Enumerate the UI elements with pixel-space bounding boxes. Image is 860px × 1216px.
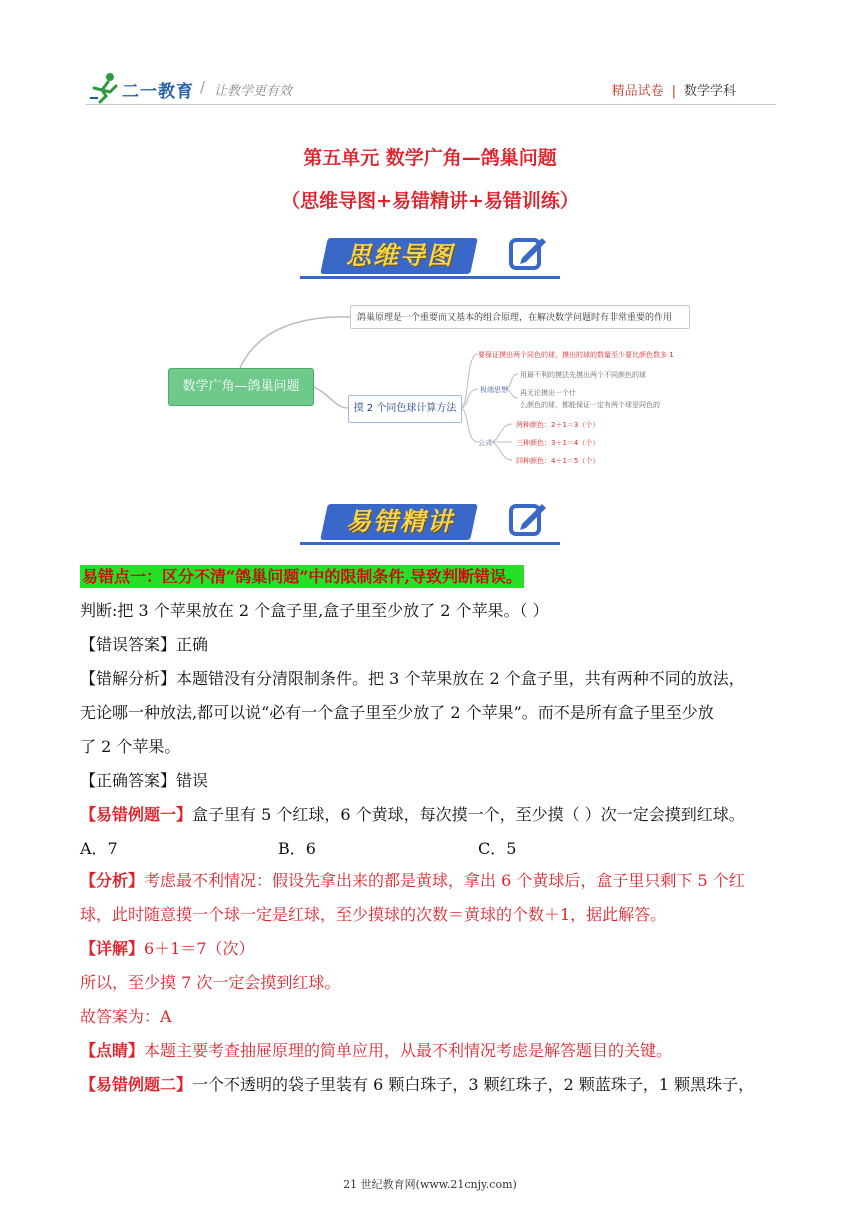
option-a: A．7: [80, 839, 118, 858]
error-point-1: 易错点一：区分不清“鸽巢问题”中的限制条件,导致判断错误。: [82, 567, 522, 586]
mind-map-thinking-2a: 再无论摸出一个什: [520, 389, 576, 397]
example-2-row: [80, 1074, 786, 1096]
correct-answer-row: [80, 770, 786, 792]
banner-text: 易错精讲: [345, 507, 454, 536]
mindmap-banner: [300, 230, 560, 286]
mind-map-formula: 公式: [478, 439, 492, 447]
subject: 数学学科: [683, 84, 736, 99]
tip-row: [80, 1040, 786, 1062]
mind-map-formula-2: 三种颜色：3＋1＝4（个）: [516, 439, 600, 447]
mind-map-method: 摸 2 个同色球计算方法: [348, 395, 462, 423]
mind-map: [160, 294, 700, 474]
analysis-label: 【错解分析】: [80, 669, 177, 688]
correct-answer: 错误: [176, 771, 209, 790]
example-2-label: 【易错例题二】: [80, 1075, 193, 1094]
correct-answer-label: 【正确答案】: [80, 771, 177, 790]
header-logo: [88, 68, 318, 108]
conclusion-line: 所以，至少摸 7 次一定会摸到红球。: [80, 973, 341, 992]
analysis-2-line-1: [80, 870, 786, 892]
option-c: C．5: [478, 839, 517, 858]
brand-name: 二一教育: [122, 82, 194, 102]
tip-text: 本题主要考查抽屉原理的简单应用，从最不利情况考虑是解答题目的关键。: [144, 1041, 673, 1060]
analysis-2-line-2: 球，此时随意摸一个球一定是红球，至少摸球的次数＝黄球的个数＋1，据此解答。: [80, 905, 667, 924]
mind-map-rule: 要保证摸出两个同色的球，摸出的球的数量至少要比颜色数多 1: [478, 351, 674, 359]
runner-logo-icon: [88, 72, 122, 104]
banner-underline: [300, 542, 560, 545]
header-slash: /: [200, 78, 206, 96]
example-1-row: [80, 804, 786, 826]
edit-pen-icon: [508, 232, 548, 272]
judge-question: 判断:把 3 个苹果放在 2 个盒子里,盒子里至少放了 2 个苹果。（ ）: [80, 601, 549, 620]
mind-map-thinking-1: 用最不利的摸法先摸出两个不同颜色的球: [520, 371, 646, 379]
mind-map-thinking: 极端思想: [480, 386, 508, 394]
header-divider: [86, 104, 776, 105]
page-title: 第五单元 数学广角—鸽巢问题: [303, 147, 557, 169]
header-right: [612, 80, 736, 99]
page-footer: 21 世纪教育网(www.21cnjy.com): [343, 1178, 517, 1191]
analysis-text-1: 本题错没有分清限制条件。把 3 个苹果放在 2 个盒子里，共有两种不同的放法，: [176, 669, 745, 688]
detail-text: 6＋1＝7（次）: [144, 939, 255, 958]
analysis-line-3: 了 2 个苹果。: [80, 737, 181, 756]
banner-underline: [300, 276, 560, 279]
detail-label: 【详解】: [80, 939, 145, 958]
errors-banner: [300, 496, 560, 552]
page-subtitle: （思维导图+易错精讲+易错训练）: [281, 190, 579, 212]
mind-map-formula-1: 两种颜色：2＋1＝3（个）: [516, 421, 600, 429]
wrong-answer-row: [80, 634, 786, 656]
analysis-line-2: 无论哪一种放法,都可以说“必有一个盒子里至少放了 2 个苹果”。而不是所有盒子里至少放: [80, 703, 714, 722]
brand-slogan: 让教学更有效: [214, 84, 293, 99]
mind-map-principle: 鸽巢原理是一个重要而又基本的组合原理，在解决数学问题时有非常重要的作用: [350, 305, 690, 329]
mind-map-formula-3: 四种颜色：4＋1＝5（个）: [516, 457, 600, 465]
fenxi-label: 【分析】: [80, 871, 145, 890]
wrong-answer-label: 【错误答案】: [80, 635, 177, 654]
option-b: B．6: [278, 839, 316, 858]
paper-type: 精品试卷: [611, 84, 664, 99]
edit-pen-icon: [508, 498, 548, 538]
example-2-text: 一个不透明的袋子里装有 6 颗白珠子，3 颗红珠子，2 颗蓝珠子，1 颗黑珠子，: [192, 1075, 755, 1094]
detail-row: [80, 938, 786, 960]
error-point-heading: [80, 566, 786, 588]
banner-text: 思维导图: [345, 241, 454, 270]
example-1-label: 【易错例题一】: [80, 805, 193, 824]
example-1-text: 盒子里有 5 个红球，6 个黄球，每次摸一个，至少摸（ ）次一定会摸到红球。: [192, 805, 745, 824]
mind-map-thinking-2b: 么颜色的球，都能保证一定有两个球是同色的: [520, 401, 660, 409]
analysis-line-1: [80, 668, 786, 690]
header-separator: |: [671, 84, 676, 99]
mind-map-root: 数学广角—鸽巢问题: [168, 368, 314, 406]
answer-line: 故答案为：A: [80, 1007, 172, 1026]
wrong-answer: 正确: [176, 635, 209, 654]
fenxi-text-1: 考虑最不利情况：假设先拿出来的都是黄球，拿出 6 个黄球后，盒子里只剩下 5 个红: [144, 871, 745, 890]
tip-label: 【点睛】: [80, 1041, 145, 1060]
